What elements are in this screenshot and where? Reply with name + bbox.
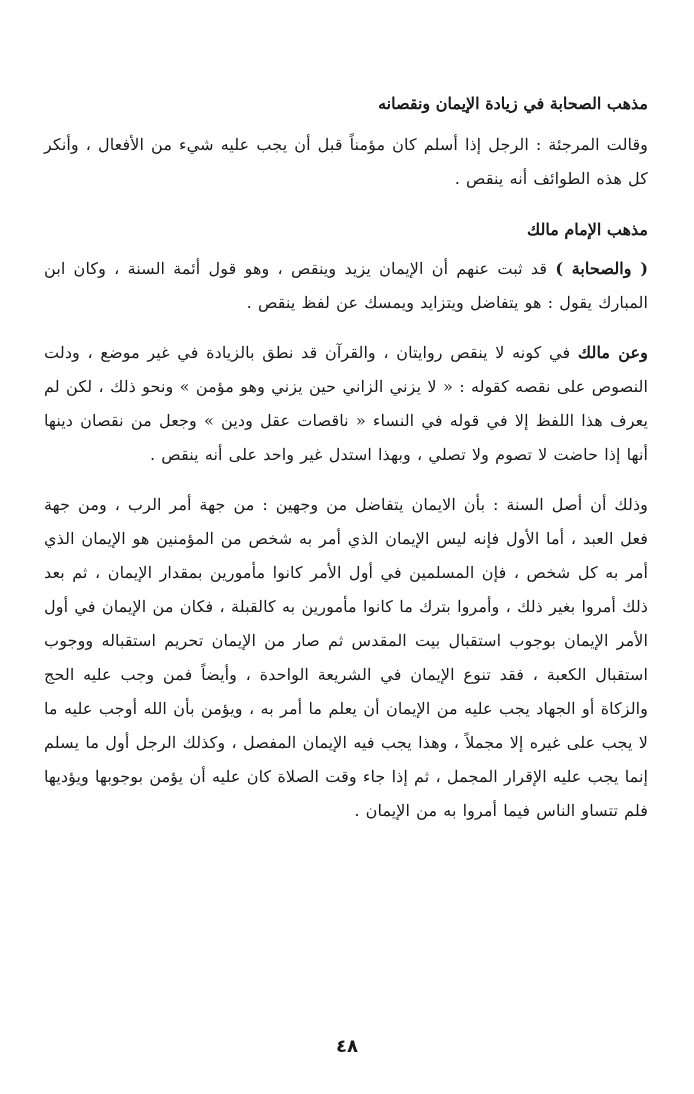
paragraph-lead-malik: وعن مالك bbox=[577, 343, 648, 362]
section-heading-malik: مذهب الإمام مالك bbox=[527, 220, 648, 239]
page-body bbox=[44, 88, 648, 844]
paragraph-murjia: وقالت المرجئة : الرجل إذا أسلم كان مؤمناً قبل أن يجب عليه شيء من الأفعال ، وأنكر كل هذه الطوائف أنه ينقص . bbox=[44, 135, 648, 188]
paragraph-companions bbox=[44, 252, 648, 320]
paragraph-sunnah-principle: وذلك أن أصل السنة : بأن الايمان يتفاضل من وجهين : من جهة أمر الرب ، ومن جهة فعل العبد ، أما الأول فإنه ليس الإيمان الذي أمر به شخص من المؤمنين هو الإيمان الذي أمر به كل شخص ، فإن المسلمين في أول الأمر كانوا مأمورين بمقدار الإيمان ، ثم بعد ذلك أمروا بغير ذلك ، وأمروا بترك ما كانوا مأمورين به كالقبلة ، فكان من الإيمان في أول الأمر الإيمان بوجوب استقبال بيت المقدس ثم صار من الإيمان تحريم استقباله ووجوب استقبال الكعبة ، فقد تنوع الإيمان في الشريعة الواحدة ، وأيضاً فمن وجب عليه الحج والزكاة أو الجهاد يجب عليه من الإيمان أن يعلم ما أمر به ، ويؤمن بأن الله أوجب عليه ما لا يجب على غيره إلا مجملاً ، وهذا يجب فيه الإيمان المفصل ، وكذلك الرجل أول ما يسلم إنما يجب عليه الإقرار المجمل ، ثم إذا جاء وقت الصلاة كان عليه أن يؤمن بوجوبها ويؤديها فلم تتساو الناس فيما أمروا به من الإيمان . bbox=[44, 495, 648, 820]
section-heading-companions: مذهب الصحابة في زيادة الإيمان ونقصانه bbox=[378, 94, 648, 113]
paragraph-text-malik: في كونه لا ينقص روايتان ، والقرآن قد نطق بالزيادة في غير موضع ، ودلت النصوص على نقصه كقوله : « لا يزني الزاني حين يزني وهو مؤمن » ونحو ذلك ، لكن لم يعرف هذا اللفظ إلا في قوله في النساء « ناقصات عقل ودين » وجعل من نقصان دينها أنها إذا حاضت لا تصوم ولا تصلي ، وبهذا استدل غير واحد على أنه ينقص . bbox=[44, 343, 648, 464]
paragraph-text-companions: قد ثبت عنهم أن الإيمان يزيد وينقص ، وهو قول أئمة السنة ، وكان ابن المبارك يقول : هو يتفاضل ويتزايد ويمسك عن لفظ ينقص . bbox=[44, 259, 648, 312]
paragraph-malik bbox=[44, 336, 648, 472]
page-number: ٤٨ bbox=[336, 1036, 358, 1057]
paragraph-lead-companions: ( والصحابة ) bbox=[555, 259, 648, 278]
